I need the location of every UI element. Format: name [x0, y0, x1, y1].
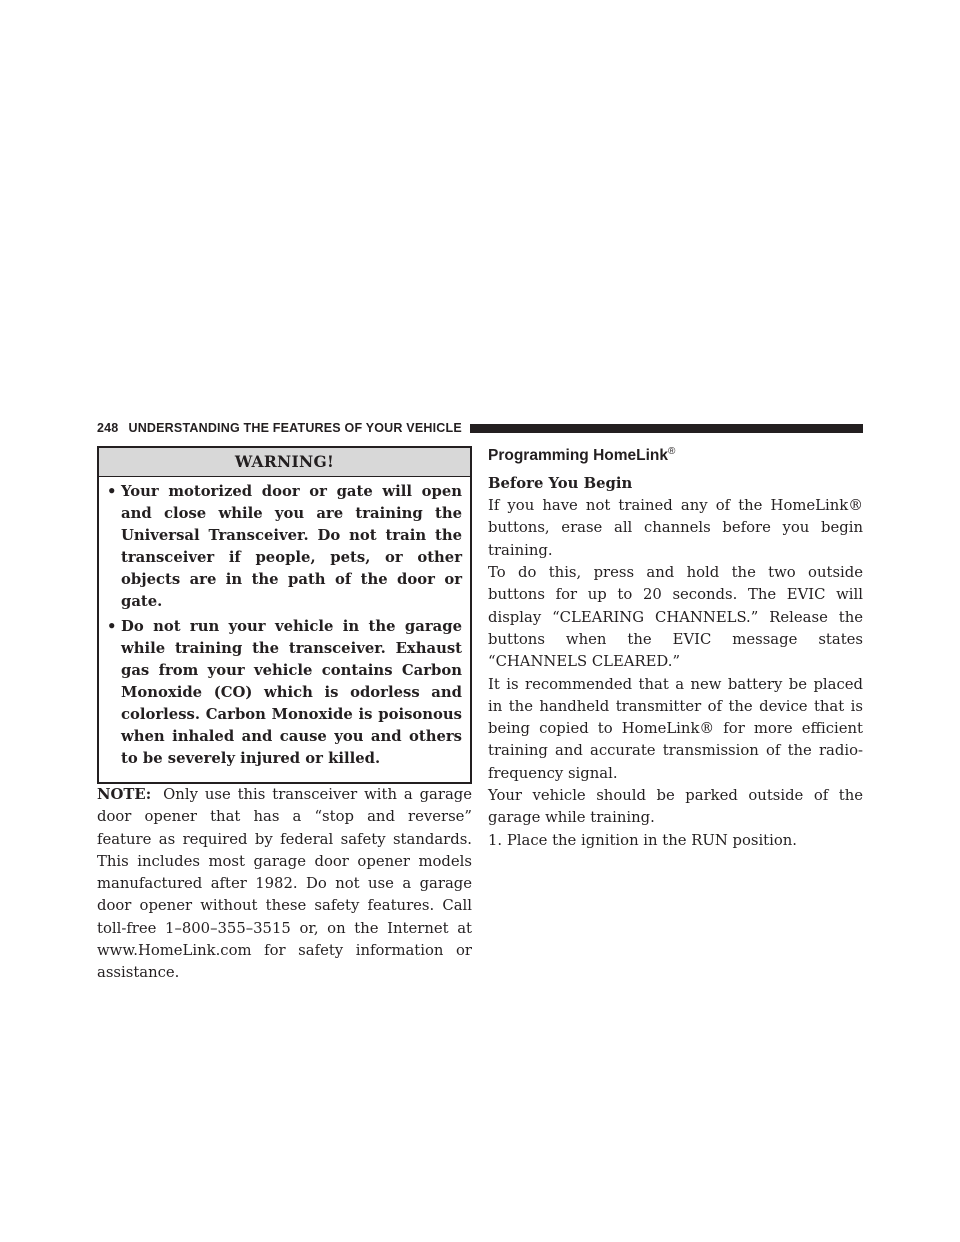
left-column [97, 446, 472, 985]
warning-title: WARNING! [99, 448, 470, 477]
paragraph: Your vehicle should be parked outside of the garage while training. [488, 787, 863, 827]
section-title: UNDERSTANDING THE FEATURES OF YOUR VEHICLE [128, 421, 462, 435]
warning-list [99, 477, 470, 782]
paragraph: If you have not trained any of the HomeLink® buttons, erase all channels before you begin training. [488, 497, 863, 559]
warning-item-text: Do not run your vehicle in the garage while training the transceiver. Exhaust gas from your vehicle contains Carbon Monoxide (CO) which is odorless and colorless. Carbon Monoxide is poisonous when inhaled and cause you and others to be severely injured or killed. [121, 618, 462, 767]
page-number: 248 [97, 421, 119, 435]
registered-mark: ® [668, 446, 676, 457]
warning-item [107, 616, 462, 770]
header-rule [470, 424, 863, 433]
paragraph: To do this, press and hold the two outside buttons for up to 20 seconds. The EVIC will display “CLEARING CHANNELS.” Release the buttons when the EVIC message states “CHANNELS CLEARED.” [488, 564, 863, 671]
warning-box [97, 446, 472, 784]
note-label: NOTE: [97, 786, 152, 803]
note-text: Only use this transceiver with a garage door opener that has a “stop and reverse” feature as required by federal safety standards. This includes most garage door opener models manufactured after 1982. Do not use a garage door opener without these safety features. Call toll-free 1–800–355–3515 or, on the Internet at www.HomeLink.com for safety information or assistance. [97, 786, 472, 982]
page-header [97, 418, 863, 438]
paragraph: It is recommended that a new battery be placed in the handheld transmitter of the device that is being copied to HomeLink® for more efficient training and accurate transmission of the radio-frequency signal. [488, 675, 863, 782]
warning-item-text: Your motorized door or gate will open and close while you are training the Universal Transceiver. Do not train the transceiver if people, pets, or other objects are in the path of the door or gate. [121, 483, 462, 610]
step-1: 1. Place the ignition in the RUN position. [488, 831, 797, 849]
subheading: Before You Begin [488, 475, 633, 493]
right-column [488, 446, 863, 852]
bullet-icon: • [107, 483, 117, 500]
bullet-icon: • [107, 618, 117, 635]
note-paragraph [97, 784, 472, 985]
section-heading [488, 446, 863, 465]
section-heading-text: Programming HomeLink [488, 447, 668, 465]
warning-item [107, 481, 462, 613]
